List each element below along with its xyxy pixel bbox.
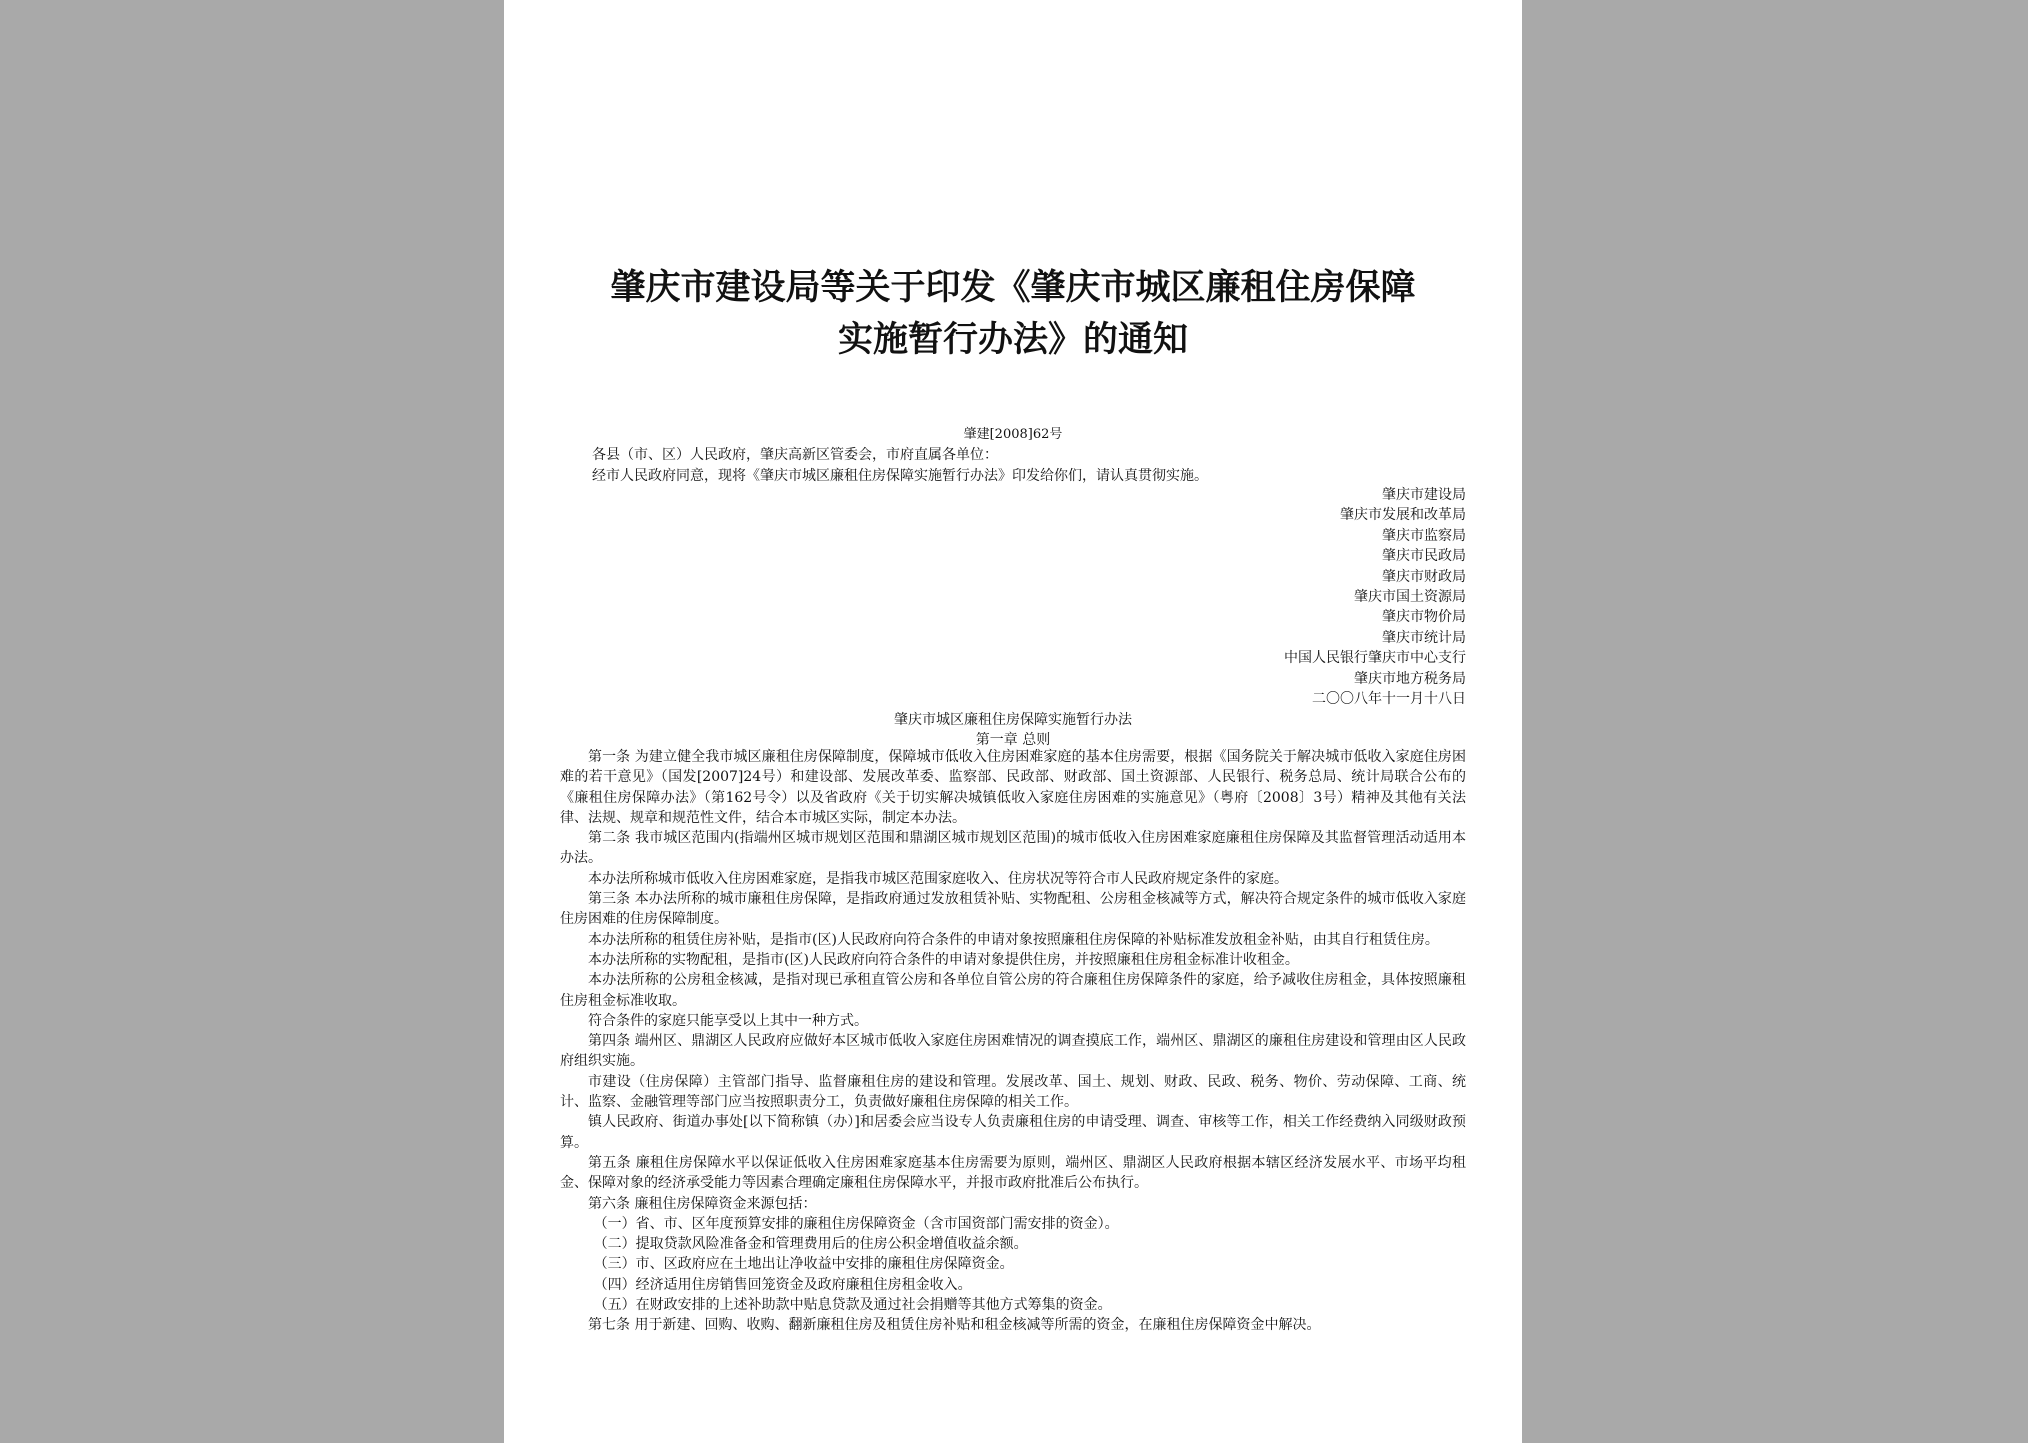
intro-text: 经市人民政府同意，现将《肇庆市城区廉租住房保障实施暂行办法》印发给你们，请认真贯彻实施。 xyxy=(592,468,1208,484)
issuer-line: 肇庆市财政局 xyxy=(1382,568,1466,585)
funding-item: （四）经济适用住房销售回笼资金及政府廉租住房租金收入。 xyxy=(593,1276,972,1293)
issue-date: 二〇〇八年十一月十八日 xyxy=(1312,691,1466,708)
issuer-line: 肇庆市物价局 xyxy=(1382,609,1466,626)
body-paragraph: 第一条 为建立健全我市城区廉租住房保障制度，保障城市低收入住房困难家庭的基本住房需要，根据《国务院关于解决城市低收入家庭住房困难的若干意见》（国发[2007]24号）和建设部、发展改革委、监察部、民政部、财政部、国土资源部、人民银行、税务总局、统计局联合公布的《廉租住房保障办法》（第162号令）以及省政府《关于切实解决城镇低收入家庭住房困难的实施意见》（粤府〔2008〕3号）精神及其他有关法律、法规、规章和规范性文件，结合本市城区实际，制定本办法。 xyxy=(560,749,1466,826)
document-body xyxy=(560,747,1466,1336)
issuer-line: 肇庆市国土资源局 xyxy=(1354,589,1466,606)
body-paragraph: 第二条 我市城区范围内(指端州区城市规划区范围和鼎湖区城市规划区范围)的城市低收入住房困难家庭廉租住房保障及其监督管理活动适用本办法。 xyxy=(560,830,1466,867)
body-paragraph: 本办法所称的实物配租，是指市(区)人民政府向符合条件的申请对象提供住房，并按照廉租住房租金标准计收租金。 xyxy=(588,951,1299,968)
funding-item: （二）提取贷款风险准备金和管理费用后的住房公积金增值收益余额。 xyxy=(593,1236,1028,1253)
funding-item: （三）市、区政府应在土地出让净收益中安排的廉租住房保障资金。 xyxy=(593,1256,1014,1273)
title-line-2: 实施暂行办法》的通知 xyxy=(837,320,1188,360)
body-paragraph: 第四条 端州区、鼎湖区人民政府应做好本区城市低收入家庭住房困难情况的调查摸底工作，端州区、鼎湖区的廉租住房建设和管理由区人民政府组织实施。 xyxy=(560,1033,1466,1070)
addressee: 各县（市、区）人民政府，肇庆高新区管委会，市府直属各单位： xyxy=(592,447,998,463)
funding-item: （五）在财政安排的上述补助款中贴息贷款及通过社会捐赠等其他方式筹集的资金。 xyxy=(593,1297,1112,1314)
body-paragraph: 本办法所称的公房租金核减，是指对现已承租直管公房和各单位自管公房的符合廉租住房保障条件的家庭，给予减收住房租金，具体按照廉租住房租金标准收取。 xyxy=(560,972,1466,1009)
body-paragraph: 第七条 用于新建、回购、收购、翻新廉租住房及租赁住房补贴和租金核减等所需的资金，在廉租住房保障资金中解决。 xyxy=(588,1317,1321,1334)
body-paragraph: 第五条 廉租住房保障水平以保证低收入住房困难家庭基本住房需要为原则，端州区、鼎湖区人民政府根据本辖区经济发展水平、市场平均租金、保障对象的经济承受能力等因素合理确定廉租住房保障水平，并报市政府批准后公布执行。 xyxy=(560,1154,1466,1192)
issuer-line: 肇庆市发展和改革局 xyxy=(1340,507,1466,524)
document-title xyxy=(504,262,1522,366)
body-paragraph: 第三条 本办法所称的城市廉租住房保障，是指政府通过发放租赁补贴、实物配租、公房租金核减等方式，解决符合规定条件的城市低收入家庭住房困难的住房保障制度。 xyxy=(560,891,1466,928)
body-paragraph: 符合条件的家庭只能享受以上其中一种方式。 xyxy=(588,1012,868,1029)
document-page xyxy=(504,0,1522,1443)
body-paragraph: 本办法所称的租赁住房补贴，是指市(区)人民政府向符合条件的申请对象按照廉租住房保障的补贴标准发放租金补贴，由其自行租赁住房。 xyxy=(588,931,1439,948)
issuer-line: 肇庆市建设局 xyxy=(1382,487,1466,503)
body-paragraph: 镇人民政府、街道办事处[以下简称镇（办）]和居委会应当设专人负责廉租住房的申请受理、调查、审核等工作，相关工作经费纳入同级财政预算。 xyxy=(560,1114,1466,1151)
funding-item: （一）省、市、区年度预算安排的廉租住房保障资金（含市国资部门需安排的资金）。 xyxy=(593,1215,1119,1232)
chapter-heading: 第一章 总则 xyxy=(975,732,1051,748)
issuer-line: 肇庆市地方税务局 xyxy=(1354,670,1466,687)
issuer-block xyxy=(1284,485,1466,709)
issuer-line: 肇庆市民政局 xyxy=(1382,548,1466,565)
document-number: 肇建[2008]62号 xyxy=(963,427,1063,442)
issuer-line: 肇庆市统计局 xyxy=(1382,629,1466,646)
body-paragraph: 第六条 廉租住房保障资金来源包括： xyxy=(588,1195,817,1212)
issuer-line: 中国人民银行肇庆市中心支行 xyxy=(1284,650,1466,667)
body-paragraph: 市建设（住房保障）主管部门指导、监督廉租住房的建设和管理。发展改革、国土、规划、财政、民政、税务、物价、劳动保障、工商、统计、监察、金融管理等部门应当按照职责分工，负责做好廉租住房保障的相关工作。 xyxy=(560,1073,1466,1111)
issuer-line: 肇庆市监察局 xyxy=(1382,527,1466,544)
measure-heading xyxy=(504,710,1522,750)
measure-title: 肇庆市城区廉租住房保障实施暂行办法 xyxy=(894,712,1132,728)
title-line-1: 肇庆市建设局等关于印发《肇庆市城区廉租住房保障 xyxy=(610,268,1416,308)
body-paragraph: 本办法所称城市低收入住房困难家庭，是指我市城区范围家庭收入、住房状况等符合市人民政府规定条件的家庭。 xyxy=(588,870,1288,887)
